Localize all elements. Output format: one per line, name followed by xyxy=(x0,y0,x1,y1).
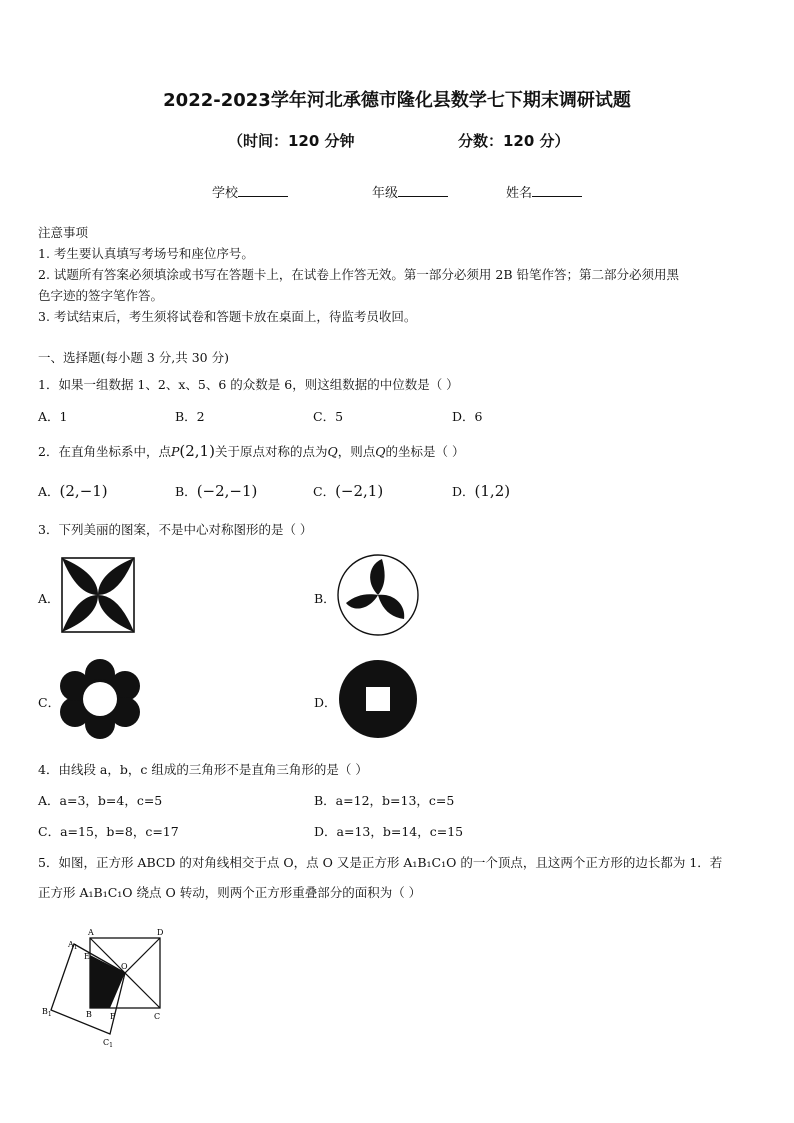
name-blank[interactable] xyxy=(532,184,582,197)
grade-label: 年级 xyxy=(372,186,399,201)
q3-figure-c[interactable] xyxy=(60,656,140,740)
notes-line-3: 3. 考试结束后，考生须将试卷和答题卡放在桌面上，待监考员收回。 xyxy=(38,309,417,324)
q4-option-c[interactable]: C．a=15，b=8，c=17 xyxy=(38,824,179,839)
label-o: O xyxy=(121,962,128,971)
q2-stem-mid2: ，则点 xyxy=(337,444,376,459)
q2-stem xyxy=(38,442,464,460)
notes-line-2a: 2. 试题所有答案必须填涂或书写在答题卡上，在试卷上作答无效。第一部分必须用 2B 铅笔作答；第二部分必须用黑 xyxy=(38,267,679,282)
exam-score: 分数：120 分） xyxy=(458,132,570,150)
q5-line-1: 5．如图，正方形 ABCD 的对角线相交于点 O，点 O 又是正方形 A₁B₁C₁O 的一个顶点，且这两个正方形的边长都为 1．若 xyxy=(38,855,723,870)
q2-point-p-coord: (2,1) xyxy=(179,442,215,460)
name-label: 姓名 xyxy=(506,186,533,201)
label-a: A xyxy=(88,928,94,937)
label-d: D xyxy=(157,928,164,937)
notes-line-1: 1. 考生要认真填写考场号和座位序号。 xyxy=(38,246,254,261)
school-label: 学校 xyxy=(212,186,239,201)
section-heading: 一、选择题(每小题 3 分,共 30 分) xyxy=(38,350,229,365)
q2-option-a-value: (2,−1) xyxy=(59,482,108,500)
q2-option-d[interactable] xyxy=(452,482,510,500)
q2-point-p: P xyxy=(170,444,180,459)
q2-option-d-label: D． xyxy=(452,484,475,499)
q2-stem-mid: 关于原点对称的点为 xyxy=(214,444,328,459)
q5-line-2: 正方形 A₁B₁C₁O 绕点 O 转动，则两个正方形重叠部分的面积为（ ） xyxy=(38,885,422,900)
name-field xyxy=(506,182,582,201)
q2-option-c-value: (−2,1) xyxy=(335,482,384,500)
grade-field xyxy=(372,182,448,201)
q3-figure-d[interactable] xyxy=(338,658,418,740)
label-e: E xyxy=(84,952,90,961)
q5-figure xyxy=(40,926,180,1054)
notes-heading: 注意事项 xyxy=(38,225,89,240)
label-f: F xyxy=(110,1012,116,1021)
q1-option-d[interactable]: D．6 xyxy=(452,409,483,424)
q2-option-c[interactable] xyxy=(313,482,383,500)
q2-stem-post: 的坐标是（ ） xyxy=(385,444,465,459)
label-b: B xyxy=(86,1010,92,1019)
q2-stem-pre: 2．在直角坐标系中，点 xyxy=(38,444,171,459)
q1-option-c[interactable]: C．5 xyxy=(313,409,344,424)
q1-option-b[interactable]: B．2 xyxy=(175,409,205,424)
q4-option-b[interactable]: B．a=12，b=13，c=5 xyxy=(314,793,455,808)
q4-option-d[interactable]: D．a=13，b=14，c=15 xyxy=(314,824,464,839)
q4-option-a[interactable]: A．a=3，b=4，c=5 xyxy=(38,793,163,808)
school-blank[interactable] xyxy=(238,184,288,197)
q2-option-b-value: (−2,−1) xyxy=(196,482,258,500)
q2-option-b[interactable] xyxy=(175,482,257,500)
q2-option-d-value: (1,2) xyxy=(474,482,511,500)
q2-point-q: Q xyxy=(327,444,338,459)
q2-option-c-label: C． xyxy=(313,484,336,499)
label-b1: $B_1$ xyxy=(42,1007,52,1018)
label-a1: $A_1$ xyxy=(68,940,78,951)
q2-option-a[interactable] xyxy=(38,482,108,500)
notes-line-2b: 色字迹的签字笔作答。 xyxy=(38,288,164,303)
q1-stem: 1．如果一组数据 1、2、x、5、6 的众数是 6，则这组数据的中位数是（ ） xyxy=(38,377,459,392)
page-title: 2022-2023学年河北承德市隆化县数学七下期末调研试题 xyxy=(163,90,631,111)
exam-time: （时间：120 分钟 xyxy=(228,132,355,150)
q2-point-q-2: Q xyxy=(375,444,386,459)
label-c: C xyxy=(154,1012,161,1021)
q3-option-c-label[interactable]: C． xyxy=(38,695,61,710)
q3-option-d-label[interactable]: D． xyxy=(314,695,337,710)
q3-option-a-label[interactable]: A． xyxy=(38,591,60,606)
q2-option-a-label: A． xyxy=(38,484,60,499)
q2-option-b-label: B． xyxy=(175,484,197,499)
q3-stem: 3．下列美丽的图案，不是中心对称图形的是（ ） xyxy=(38,522,313,537)
school-field xyxy=(212,182,288,201)
grade-blank[interactable] xyxy=(398,184,448,197)
q1-option-a[interactable]: A．1 xyxy=(38,409,68,424)
q3-figure-b[interactable] xyxy=(336,553,420,637)
q3-option-b-label[interactable]: B． xyxy=(314,591,336,606)
q3-figure-a[interactable] xyxy=(60,556,136,634)
q4-stem: 4．由线段 a，b，c 组成的三角形不是直角三角形的是（ ） xyxy=(38,762,368,777)
label-c1: $C_1$ xyxy=(103,1038,113,1049)
